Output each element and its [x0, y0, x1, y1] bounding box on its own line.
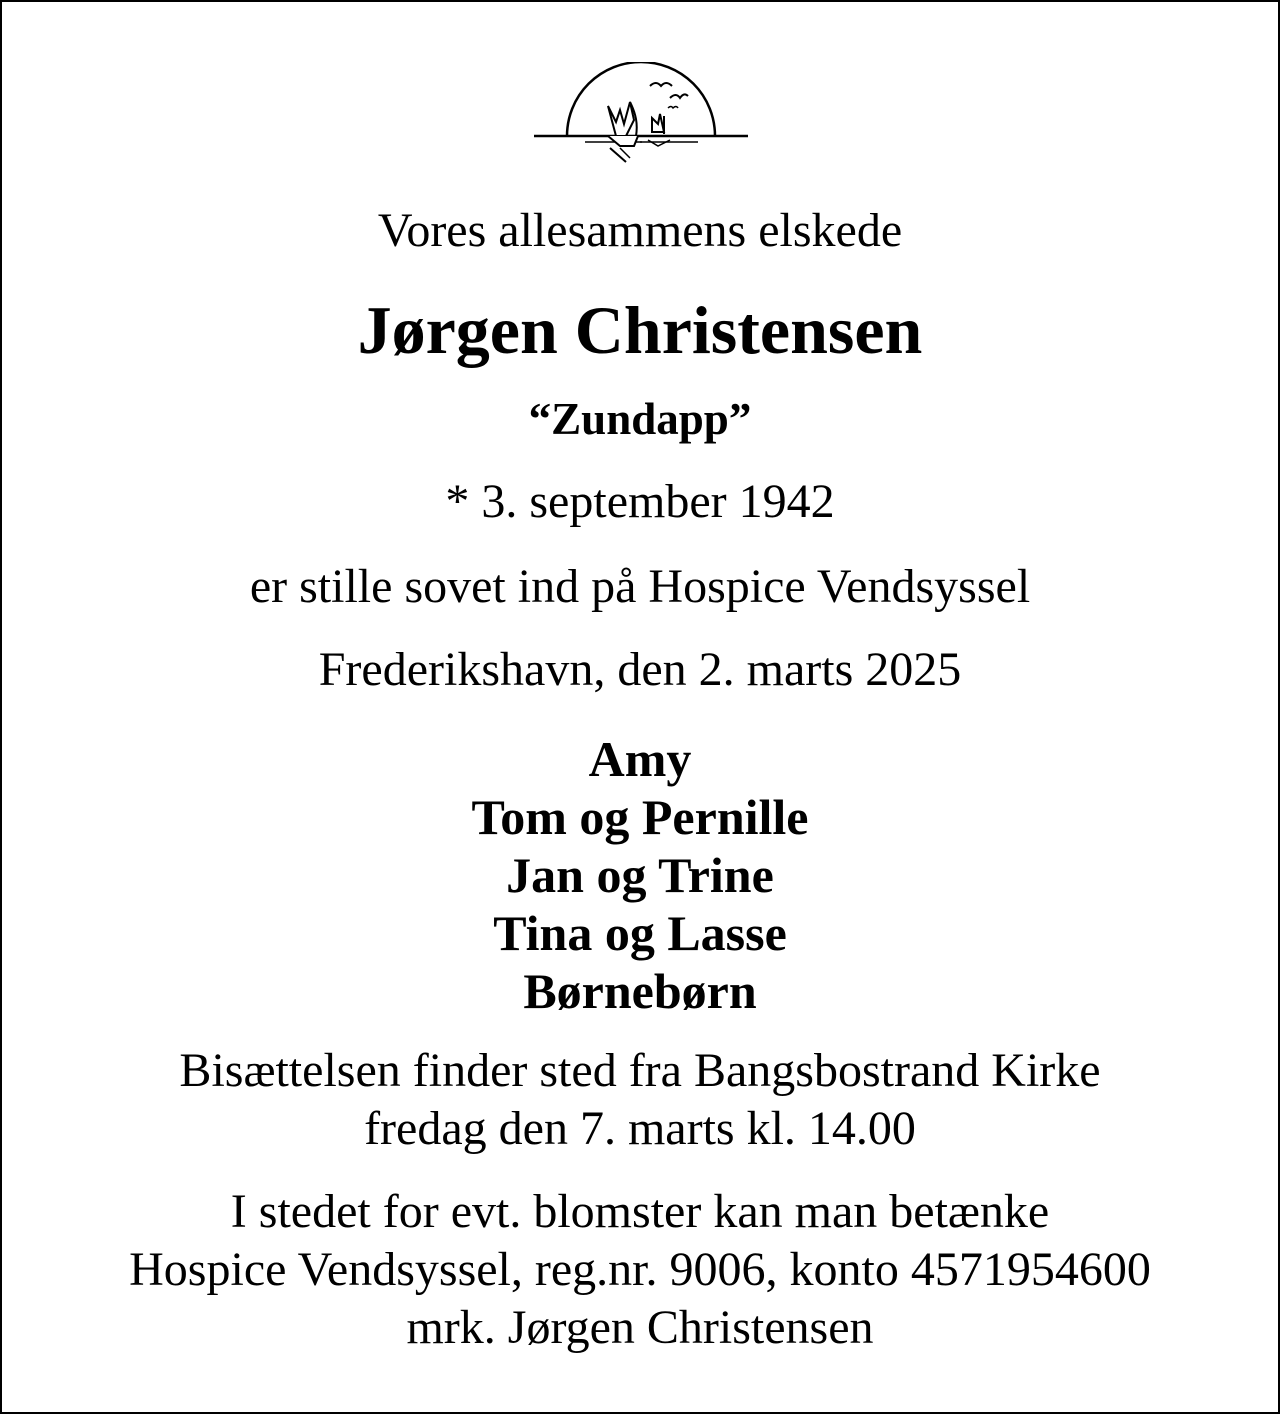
donation-details [0, 1183, 1280, 1357]
place-and-date: Frederikshavn, den 2. marts 2025 [318, 643, 962, 696]
mourner-name: Jan og Trine [506, 847, 774, 903]
intro-text: Vores allesammens elskede [377, 204, 903, 257]
funeral-time: fredag den 7. marts kl. 14.00 [364, 1102, 916, 1155]
mourner-name: Tom og Pernille [471, 789, 809, 845]
funeral-location: Bisættelsen finder sted fra Bangsbostrand Kirke [179, 1044, 1101, 1097]
passing-statement: er stille sovet ind på Hospice Vendsyssel [249, 560, 1031, 613]
mourners-list [0, 730, 1280, 1020]
donation-reference: mrk. Jørgen Christensen [406, 1301, 874, 1354]
nickname: “Zundapp” [528, 394, 752, 444]
donation-intro: I stedet for evt. blomster kan man betænke [230, 1185, 1050, 1238]
mourner-name: Børnebørn [523, 963, 757, 1019]
birth-date: * 3. september 1942 [445, 475, 835, 528]
mourner-name: Amy [588, 731, 692, 787]
funeral-details [0, 1042, 1280, 1158]
donation-account: Hospice Vendsyssel, reg.nr. 9006, konto 4571954600 [129, 1243, 1151, 1296]
sunset-sailboats-birds-icon [530, 62, 752, 170]
deceased-name: Jørgen Christensen [357, 292, 923, 368]
mourner-name: Tina og Lasse [493, 905, 787, 961]
